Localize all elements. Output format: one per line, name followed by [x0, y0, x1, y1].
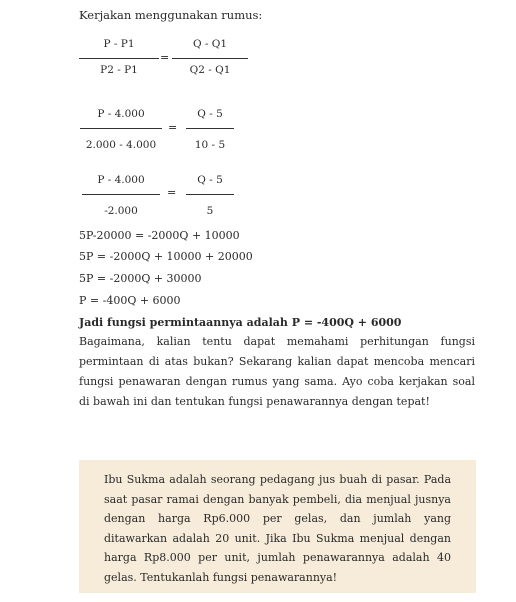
formula-1-left-numerator: P - P1: [103, 38, 135, 50]
formula-3-left-fraction: [82, 174, 160, 218]
formula-3-left-numerator: P - 4.000: [97, 174, 145, 186]
fraction-bar: [80, 128, 162, 129]
formula-1-left-denominator: P2 - P1: [100, 64, 138, 76]
problem-text: Ibu Sukma adalah seorang pedagang jus buah di pasar. Pada saat pasar ramai dengan banyak pembeli, dia menjual jusnya dengan harga Rp6.000 per gelas, dan jumlah yang ditawarkan adalah 20 unit. Jika Ibu Sukma menjual dengan harga Rp8.000 per unit, jumlah penawarannya adalah 40 gelas. Tentukanlah fungsi penawarannya!: [104, 473, 451, 584]
formula-1-right-fraction: [172, 38, 248, 78]
step-line-4: P = -400Q + 6000: [79, 294, 181, 307]
explanation-paragraph: Bagaimana, kalian tentu dapat memahami perhitungan fungsi permintaan di atas bukan? Sekarang kalian dapat mencoba mencari fungsi penawaran dengan rumus yang sama. Ayo coba kerjakan soal di bawah ini dan tentukan fungsi penawarannya dengan tepat!: [79, 335, 475, 408]
formula-1-right-denominator: Q2 - Q1: [189, 64, 231, 76]
formula-2-right-numerator: Q - 5: [197, 108, 223, 120]
fraction-bar: [172, 58, 248, 59]
equals-sign: =: [168, 121, 178, 134]
fraction-bar: [79, 58, 159, 59]
formula-2-right-denominator: 10 - 5: [194, 139, 226, 151]
formula-2-left-numerator: P - 4.000: [97, 108, 145, 120]
equals-sign: =: [160, 51, 170, 64]
intro-text: Kerjakan menggunakan rumus:: [79, 8, 263, 22]
formula-2-left-denominator: 2.000 - 4.000: [85, 139, 157, 151]
fraction-bar: [186, 194, 234, 195]
fraction-bar: [186, 128, 234, 129]
formula-3-right-fraction: [186, 174, 234, 218]
problem-box: [79, 460, 476, 593]
step-line-2: 5P = -2000Q + 10000 + 20000: [79, 250, 253, 263]
formula-3-right-denominator: 5: [206, 205, 214, 217]
equals-sign: =: [167, 186, 177, 199]
formula-2-left-fraction: [80, 108, 162, 152]
formula-2-right-fraction: [186, 108, 234, 152]
fraction-bar: [82, 194, 160, 195]
step-line-1: 5P-20000 = -2000Q + 10000: [79, 229, 240, 242]
formula-1-left-fraction: [79, 38, 159, 78]
conclusion: Jadi fungsi permintaannya adalah P = -400Q + 6000: [79, 316, 402, 329]
step-line-3: 5P = -2000Q + 30000: [79, 272, 202, 285]
formula-3-right-numerator: Q - 5: [197, 174, 223, 186]
formula-1-right-numerator: Q - Q1: [192, 38, 228, 50]
formula-3-left-denominator: -2.000: [104, 205, 138, 217]
